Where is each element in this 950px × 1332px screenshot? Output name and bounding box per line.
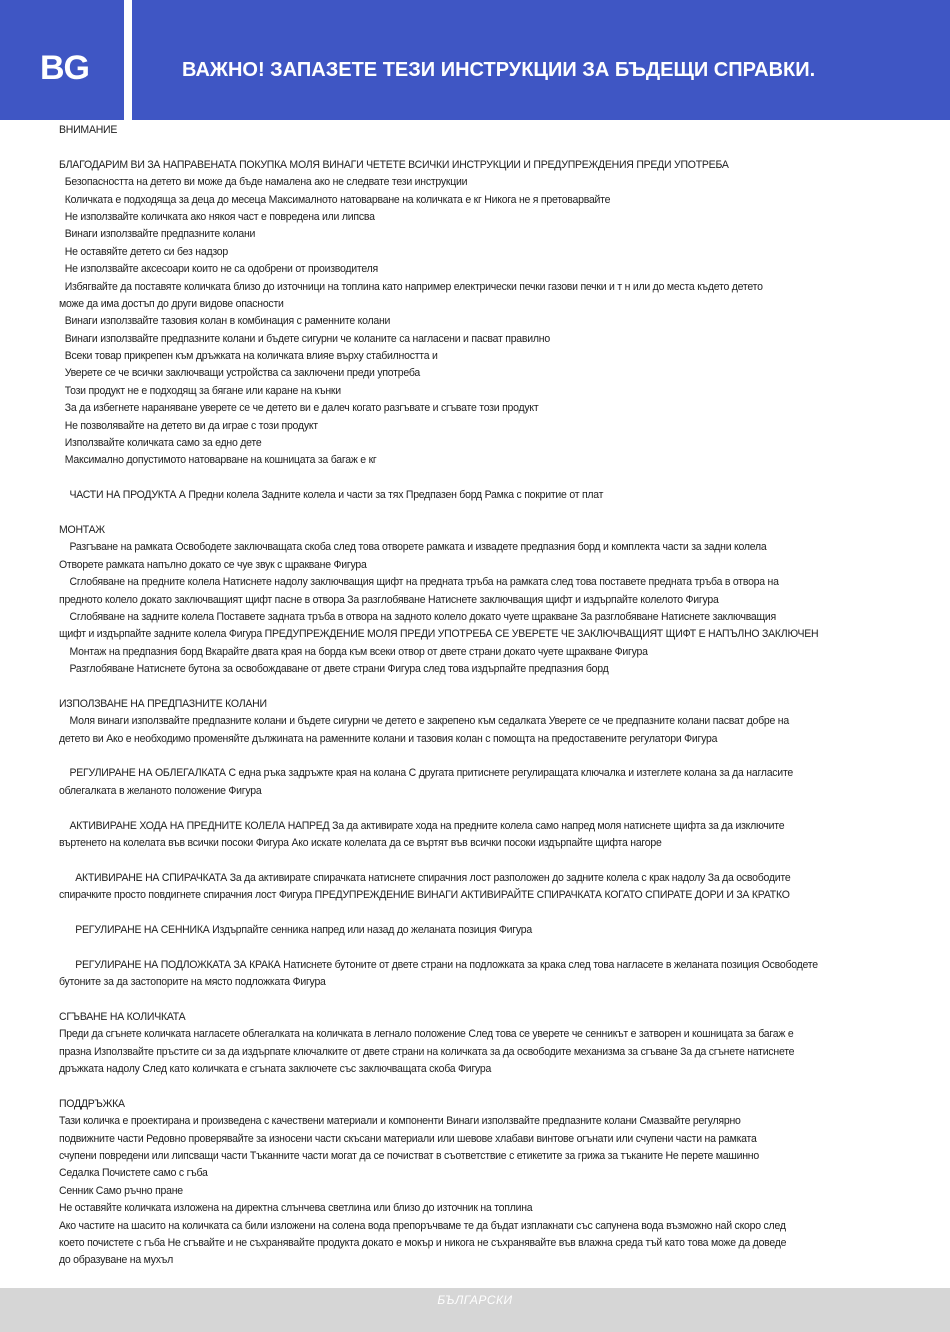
page-title: ВАЖНО! ЗАПАЗЕТЕ ТЕЗИ ИНСТРУКЦИИ ЗА БЪДЕЩИ СПРАВКИ. [182,59,816,81]
section-heading-warning: ВНИМАНИЕ [59,124,118,136]
safety-item: Винаги използвайте предпазните колани [64,228,256,241]
backrest-paragraph: облегалката в желаното положение Фигура [59,784,262,797]
brake-paragraph: АКТИВИРАНЕ НА СПИРАЧКАТА За да активирате спирачката натиснете спирачния лост разположен до задните колела с крак надолу За да освободите [75,871,791,884]
assembly-paragraph: Разглобяване Натиснете бутона за освобождаване от двете страни Фигура след това издърпайте предпазния борд [69,663,609,676]
section-heading-folding: СГЪВАНЕ НА КОЛИЧКАТА [59,1010,186,1023]
safety-item: Не оставяйте детето си без надзор [64,245,229,258]
backrest-paragraph: РЕГУЛИРАНЕ НА ОБЛЕГАЛКАТА С една ръка задръжте края на колана С другата притиснете регулиращата ключалка и изтеглете колана за да нагласите [69,767,794,780]
safety-item: Максимално допустимото натоварване на кошницата за багаж е кг [64,454,377,467]
header-title-block [132,0,950,120]
footrest-paragraph: бутоните за да застопорите на място подложката Фигура [59,976,326,989]
maintenance-paragraph: което почистете с гъба Не сгъвайте и не съхранявайте продукта докато е мокър и никога не съхранявайте във влажна среда тъй като това може да доведе [59,1237,787,1249]
blank-line [59,992,857,1009]
blank-line [59,679,857,696]
maintenance-paragraph: счупени повредени или липсващи части Тъканните части могат да се почистват в съответствие с етикетите за грижа за тъканите Не перете машинно [59,1150,759,1163]
intro-heading: БЛАГОДАРИМ ВИ ЗА НАПРАВЕНАТА ПОКУПКА МОЛЯ ВИНАГИ ЧЕТЕТЕ ВСИЧКИ ИНСТРУКЦИИ И ПРЕДУПРЕЖДЕНИЯ ПРЕДИ УПОТРЕБА [59,158,729,171]
blank-line [59,505,857,522]
blank-line [59,905,857,922]
section-heading-assembly: МОНТАЖ [59,523,105,536]
safety-item: Безопасността на детето ви може да бъде намалена ако не следвате тези инструкции [64,176,468,189]
safety-item: Количката е подходяща за деца до месеца Максималното натоварване на количката е кг Никога не я претоварвайте [64,193,611,206]
folding-paragraph: празна Използвайте пръстите си за да издърпате ключалките от двете страни на количката за да освободите механизма за сгъване За да сгънете натиснете [59,1045,795,1058]
folding-paragraph: Преди да сгънете количката нагласете облегалката на количката в легнало положение След това се уверете че сенникът е затворен и кошницата за багаж е [59,1028,794,1041]
blank-line [59,748,857,765]
harness-paragraph: Моля винаги използвайте предпазните колани и бъдете сигурни че детето е закрепено към седалката Уверете се че предпазните колани пасват добре на [69,715,789,728]
assembly-paragraph: Разгъване на рамката Освободете заключващата скоба след това отворете рамката и извадете предпазния борд и комплекта части за задни колела [69,541,767,554]
header-divider [124,0,132,120]
blank-line [59,939,857,956]
blank-line [59,1078,857,1095]
blank-line [59,470,857,487]
section-heading-harness: ИЗПОЛЗВАНЕ НА ПРЕДПАЗНИТЕ КОЛАНИ [59,697,267,710]
section-heading-maintenance: ПОДДРЪЖКА [59,1097,125,1110]
blank-line [59,139,857,156]
blank-line [59,800,857,817]
brake-paragraph: спирачките просто повдигнете спирачния лост Фигура ПРЕДУПРЕЖДЕНИЕ ВИНАГИ АКТИВИРАЙТЕ СПИРАЧКАТА КОГАТО СПИРАТЕ ДОРИ И ЗА КРАТКО [59,889,790,902]
front-wheels-paragraph: въртенето на колелата във всички посоки Фигура Ако искате колелата да се въртят във всички посоки издърпайте щифта нагоре [59,837,662,850]
safety-item: Избягвайте да поставяте количката близо до източници на топлина като например електрически печки газови печки и т н или до места където детето [64,280,763,293]
footer-language-label: БЪЛГАРСКИ [437,1293,513,1307]
maintenance-paragraph: Ако частите на шасито на количката са били изложени на солена вода препоръчваме те да бъдат изплакнати със сапунена вода възможно най скоро след [59,1219,786,1232]
maintenance-paragraph: Не оставяйте количката изложена на директна слънчева светлина или близо до източник на топлина [59,1202,533,1215]
assembly-paragraph: Сглобяване на предните колела Натиснете надолу заключващия щифт на предната тръба на рамката след това поставете предната тръба в отвора на [69,576,779,589]
maintenance-paragraph: Сенник Само ръчно пране [59,1184,183,1197]
safety-item: За да избегнете нараняване уверете се че детето ви е далеч когато разгъвате и сгъвате този продукт [64,402,539,415]
safety-item: Всеки товар прикрепен към дръжката на количката влияе върху стабилността и [64,350,438,363]
maintenance-paragraph: подвижните части Редовно проверявайте за износени части скъсани материали или шевове хлабави винтове огънати или счупени части на рамката [59,1132,757,1145]
safety-item: Винаги използвайте предпазните колани и бъдете сигурни че коланите са нагласени и пасват правилно [64,332,550,345]
maintenance-paragraph: Седалка Почистете само с гъба [59,1167,208,1180]
safety-item-continued: може да има достъп до други видове опасности [59,297,284,310]
harness-paragraph: детето ви Ако е необходимо променяйте дължината на раменните колани и тазовия колан с помощта на предоставените регулатори Фигура [59,732,718,745]
language-code: BG [40,49,89,87]
safety-item: Не използвайте аксесоари които не са одобрени от производителя [64,263,378,276]
assembly-paragraph: предното колело докато заключващият щифт пасне в отвора За разглобяване Натиснете заключващия щифт и издърпайте колелото Фигура [59,593,719,606]
assembly-paragraph: Сглобяване на задните колела Поставете задната тръба в отвора на задното колело докато чуете щракване За разглобяване Натиснете заключващия [69,610,777,623]
footrest-paragraph: РЕГУЛИРАНЕ НА ПОДЛОЖКАТА ЗА КРАКА Натиснете бутоните от двете страни на подложката за крака след това нагласете в желаната позиция Освободете [75,958,818,971]
assembly-paragraph: щифт и издърпайте задните колела Фигура ПРЕДУПРЕЖДЕНИЕ МОЛЯ ПРЕДИ УПОТРЕБА СЕ УВЕРЕТЕ ЧЕ ЗАКЛЮЧВАЩИЯТ ЩИФТ Е НАПЪЛНО ЗАКЛЮЧЕН [59,628,819,641]
safety-item: Използвайте количката само за едно дете [64,437,262,450]
front-wheels-paragraph: АКТИВИРАНЕ ХОДА НА ПРЕДНИТЕ КОЛЕЛА НАПРЕД За да активирате хода на предните колела само напред моля натиснете щифта за да изключите [69,819,785,832]
safety-item: Винаги използвайте тазовия колан в комбинация с раменните колани [64,315,391,328]
safety-item: Не използвайте количката ако някоя част е повредена или липсва [64,210,375,223]
page-footer [0,1288,950,1332]
safety-item: Не позволявайте на детето ви да играе с този продукт [64,419,318,432]
blank-line [59,852,857,869]
safety-item: Уверете се че всички заключващи устройства са заключени преди употреба [64,367,420,380]
canopy-paragraph: РЕГУЛИРАНЕ НА СЕННИКА Издърпайте сенника напред или назад до желаната позиция Фигура [75,923,532,936]
assembly-paragraph: Монтаж на предпазния борд Вкарайте двата края на борда към всеки отвор от двете страни докато чуете щракване Фигура [69,645,648,658]
language-code-block [0,0,124,120]
product-parts: ЧАСТИ НА ПРОДУКТА А Предни колела Задните колела и части за тях Предпазен борд Рамка с покритие от плат [69,489,604,502]
folding-paragraph: дръжката надолу След като количката е сгъната заключете със заключващата скоба Фигура [59,1063,492,1076]
assembly-paragraph: Отворете рамката напълно докато се чуе звук с щракване Фигура [59,558,367,571]
safety-item: Този продукт не е подходящ за бягане или каране на кънки [64,384,341,397]
instructions-body [59,122,857,1270]
maintenance-paragraph: Тази количка е проектирана и произведена с качествени материали и компоненти Винаги използвайте предпазните колани Смазвайте регулярно [59,1115,741,1128]
page-header [0,0,950,120]
maintenance-paragraph: до образуване на мухъл [59,1254,173,1267]
